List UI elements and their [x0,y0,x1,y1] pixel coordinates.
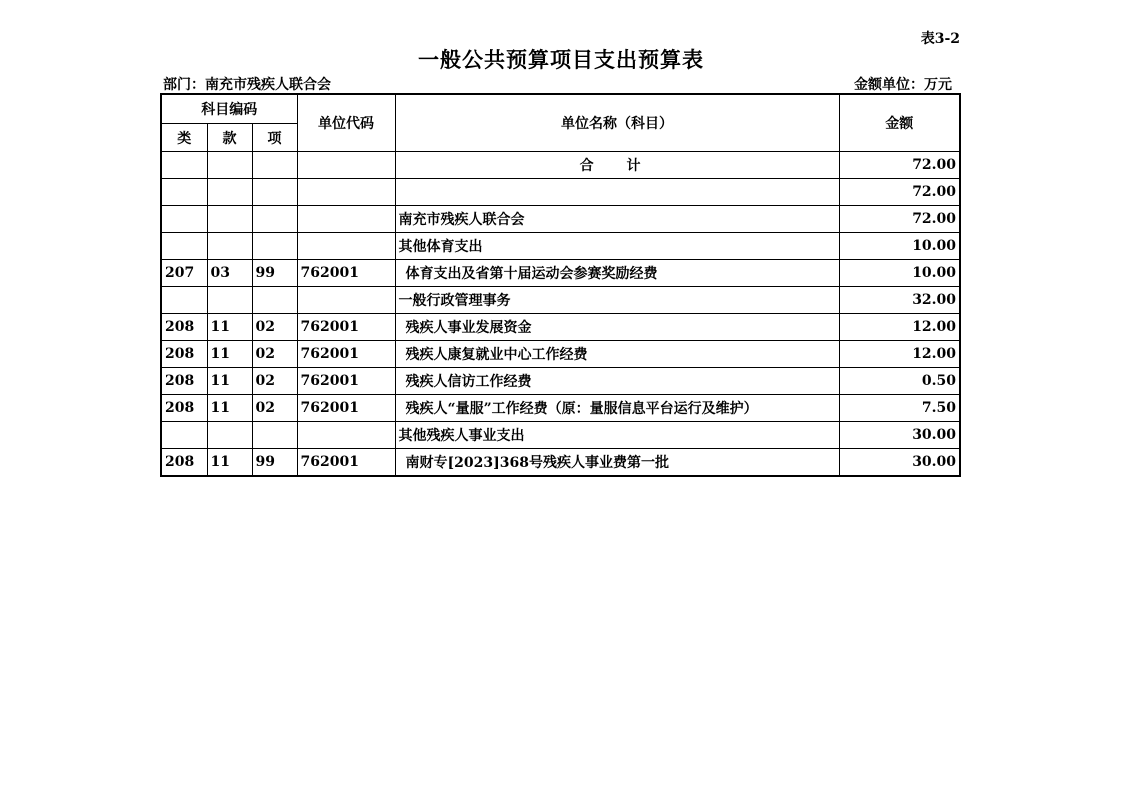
cell-kuan: 11 [207,314,252,341]
cell-unit-code [297,179,395,206]
cell-lei: 208 [161,341,207,368]
cell-amount: 30.00 [839,422,960,449]
cell-amount: 10.00 [839,233,960,260]
cell-lei: 208 [161,449,207,477]
cell-amount: 0.50 [839,368,960,395]
table-row [161,449,960,477]
cell-lei [161,287,207,314]
header-lei: 类 [161,124,207,152]
cell-lei [161,422,207,449]
table-row [161,179,960,206]
table-row [161,206,960,233]
budget-table [160,93,961,477]
cell-unit-code: 762001 [297,449,395,477]
table-id: 表3-2 [920,31,960,47]
cell-kuan [207,206,252,233]
cell-lei [161,206,207,233]
cell-unit-name: 残疾人“量服”工作经费（原：量服信息平台运行及维护） [395,395,839,422]
header-unit-code: 单位代码 [297,94,395,152]
table-row [161,368,960,395]
cell-lei: 208 [161,395,207,422]
cell-lei [161,152,207,179]
cell-unit-code: 762001 [297,260,395,287]
cell-xiang: 02 [252,341,297,368]
cell-amount: 30.00 [839,449,960,477]
cell-kuan: 11 [207,449,252,477]
page-title: 一般公共预算项目支出预算表 [418,47,704,72]
cell-kuan [207,179,252,206]
cell-xiang [252,422,297,449]
cell-xiang: 02 [252,314,297,341]
table-row [161,287,960,314]
cell-unit-code [297,233,395,260]
header-kuan: 款 [207,124,252,152]
cell-amount: 72.00 [839,206,960,233]
cell-unit-code: 762001 [297,314,395,341]
cell-amount: 10.00 [839,260,960,287]
cell-unit-name: 一般行政管理事务 [395,287,839,314]
table-row [161,422,960,449]
cell-kuan [207,152,252,179]
cell-unit-name: 南充市残疾人联合会 [395,206,839,233]
cell-unit-code: 762001 [297,368,395,395]
cell-amount: 12.00 [839,341,960,368]
header-unit-name: 单位名称（科目） [395,94,839,152]
cell-amount: 7.50 [839,395,960,422]
cell-unit-code [297,287,395,314]
cell-lei: 208 [161,368,207,395]
cell-kuan: 03 [207,260,252,287]
cell-kuan [207,422,252,449]
cell-unit-code: 762001 [297,395,395,422]
cell-unit-name: 其他体育支出 [395,233,839,260]
amount-unit-label: 金额单位：万元 [854,77,952,93]
cell-unit-code: 762001 [297,341,395,368]
cell-xiang: 02 [252,368,297,395]
cell-xiang [252,233,297,260]
cell-kuan [207,233,252,260]
cell-lei [161,233,207,260]
cell-unit-name: 南财专[2023]368号残疾人事业费第一批 [395,449,839,477]
cell-kuan: 11 [207,395,252,422]
cell-unit-name: 残疾人事业发展资金 [395,314,839,341]
cell-unit-name: 残疾人康复就业中心工作经费 [395,341,839,368]
cell-xiang: 02 [252,395,297,422]
table-row-total [161,152,960,179]
cell-xiang [252,179,297,206]
cell-xiang [252,152,297,179]
cell-amount: 72.00 [839,152,960,179]
table-row [161,395,960,422]
header-subject-code: 科目编码 [161,94,297,124]
cell-xiang: 99 [252,449,297,477]
cell-unit-code [297,152,395,179]
header-amount: 金额 [839,94,960,152]
cell-unit-code [297,206,395,233]
cell-amount: 32.00 [839,287,960,314]
cell-unit-name [395,179,839,206]
cell-xiang: 99 [252,260,297,287]
cell-unit-name: 其他残疾人事业支出 [395,422,839,449]
cell-total-label: 合 计 [395,152,839,179]
cell-unit-code [297,422,395,449]
header-xiang: 项 [252,124,297,152]
table-row [161,341,960,368]
cell-amount: 72.00 [839,179,960,206]
cell-xiang [252,206,297,233]
cell-lei: 208 [161,314,207,341]
table-row [161,314,960,341]
table-row [161,260,960,287]
cell-kuan: 11 [207,341,252,368]
cell-unit-name: 残疾人信访工作经费 [395,368,839,395]
cell-xiang [252,287,297,314]
table-row [161,233,960,260]
cell-kuan [207,287,252,314]
cell-kuan: 11 [207,368,252,395]
cell-lei [161,179,207,206]
cell-lei: 207 [161,260,207,287]
cell-unit-name: 体育支出及省第十届运动会参赛奖励经费 [395,260,839,287]
cell-amount: 12.00 [839,314,960,341]
department-label: 部门：南充市残疾人联合会 [163,77,331,93]
